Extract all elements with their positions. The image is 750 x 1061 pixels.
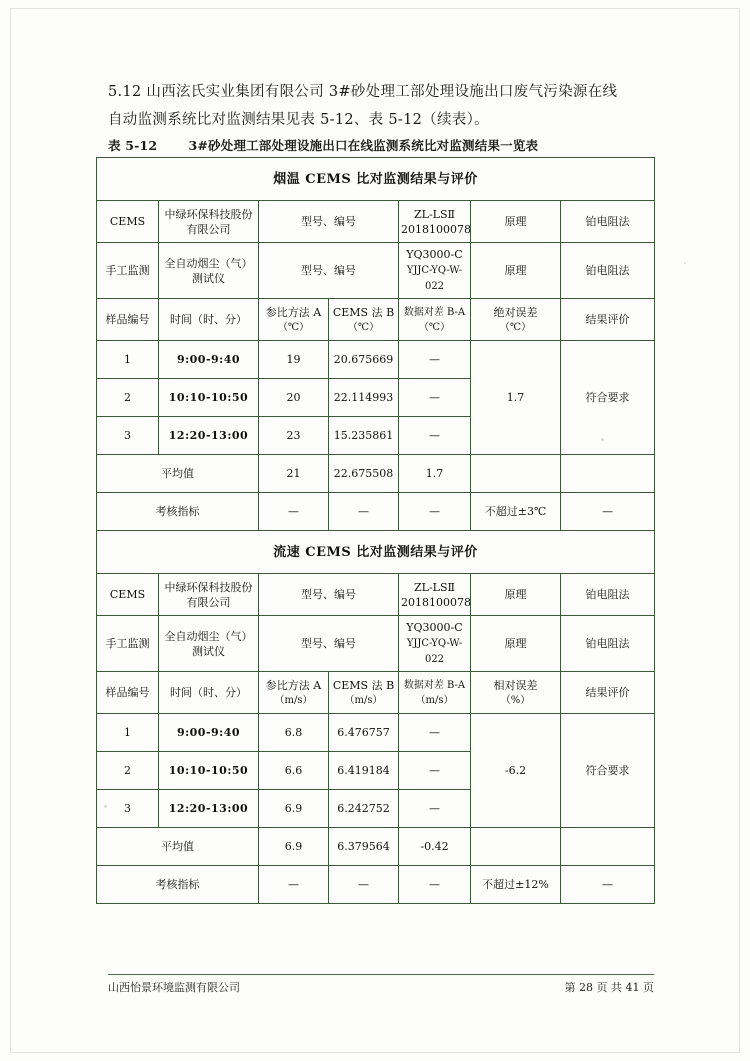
section1-row2-diff: — <box>399 417 471 455</box>
section2-row0-no: 1 <box>97 714 159 752</box>
section2-cems-model-line1: ZL-LSⅡ <box>414 580 455 594</box>
section1-row2-a: 23 <box>259 417 329 455</box>
section1-target-row <box>97 493 655 531</box>
section2-head-method-b <box>329 672 399 714</box>
section2-head-time: 时间（时、分） <box>159 672 259 714</box>
section1-target-eval: — <box>561 493 655 531</box>
section1-eval-value: 符合要求 <box>561 341 655 455</box>
section2-manual-model-label: 型号、编号 <box>259 616 399 672</box>
section1-head-sample: 样品编号 <box>97 299 159 341</box>
section2-header-row <box>97 672 655 714</box>
section1-target-error: 不超过±3℃ <box>471 493 561 531</box>
section2-target-row <box>97 866 655 904</box>
footer-company: 山西怡景环境监测有限公司 <box>108 981 240 994</box>
table-row <box>97 341 655 379</box>
section1-manual-model-value <box>399 243 471 299</box>
section1-cems-model-value <box>399 201 471 243</box>
table-caption-title: 3#砂处理工部处理设施出口在线监测系统比对监测结果一览表 <box>188 138 539 153</box>
section1-manual-model-label: 型号、编号 <box>259 243 399 299</box>
section1-header-row <box>97 299 655 341</box>
section2-cems-principle-value: 铂电阻法 <box>561 574 655 616</box>
section2-row2-time: 12:20-13:00 <box>159 790 259 828</box>
footer-divider <box>108 974 654 975</box>
section2-manual-model-value <box>399 616 471 672</box>
intro-line-1: 5.12 山西泫氏实业集团有限公司 3#砂处理工部处理设施出口废气污染源在线 <box>108 84 618 100</box>
section2-row1-no: 2 <box>97 752 159 790</box>
section1-row0-a: 19 <box>259 341 329 379</box>
section2-row0-diff: — <box>399 714 471 752</box>
section2-cems-company: 中绿环保科技股份有限公司 <box>159 574 259 616</box>
section1-row2-b: 15.235861 <box>329 417 399 455</box>
section2-cems-model-value <box>399 574 471 616</box>
section1-manual-model-line2: YJJC-YQ-W-022 <box>406 265 463 292</box>
section2-cems-principle-label: 原理 <box>471 574 561 616</box>
section2-heading-row <box>97 531 655 574</box>
section1-row0-diff: — <box>399 341 471 379</box>
section2-error-value: -6.2 <box>471 714 561 828</box>
section2-row1-time: 10:10-10:50 <box>159 752 259 790</box>
section1-cems-principle-value: 铂电阻法 <box>561 201 655 243</box>
section2-manual-model-line2: YJJC-YQ-W-022 <box>406 638 463 665</box>
scan-speck <box>601 438 604 441</box>
section1-head-method-a <box>259 299 329 341</box>
section1-target-b: — <box>329 493 399 531</box>
section2-eval-value: 符合要求 <box>561 714 655 828</box>
section1-head-diff-unit: （℃） <box>418 322 451 333</box>
section1-manual-principle-label: 原理 <box>471 243 561 299</box>
section2-row0-time: 9:00-9:40 <box>159 714 259 752</box>
section2-head-diff <box>399 672 471 714</box>
section1-head-method-b-unit: （℃） <box>347 321 380 333</box>
section1-manual-row <box>97 243 655 299</box>
section2-target-eval: — <box>561 866 655 904</box>
section1-head-diff <box>399 299 471 341</box>
section1-average-row <box>97 455 655 493</box>
section1-manual-principle-value: 铂电阻法 <box>561 243 655 299</box>
section2-row1-diff: — <box>399 752 471 790</box>
section1-head-diff-text: 数据对差 B-A <box>403 307 466 318</box>
section1-head-error <box>471 299 561 341</box>
section2-avg-b: 6.379564 <box>329 828 399 866</box>
table-row <box>97 714 655 752</box>
section1-heading: 烟温 CEMS 比对监测结果与评价 <box>97 158 655 201</box>
section2-head-method-a-unit: （m/s） <box>274 694 313 706</box>
intro-paragraph <box>108 78 668 134</box>
section2-manual-instrument: 全自动烟尘（气）测试仪 <box>159 616 259 672</box>
page-footer <box>108 974 654 995</box>
section1-manual-model-line1: YQ3000-C <box>406 248 463 261</box>
section2-cems-row <box>97 574 655 616</box>
section2-row2-b: 6.242752 <box>329 790 399 828</box>
section1-avg-a: 21 <box>259 455 329 493</box>
section2-head-method-b-unit: （m/s） <box>344 694 383 706</box>
section1-avg-label: 平均值 <box>97 455 259 493</box>
table-caption <box>108 136 668 154</box>
section2-avg-label: 平均值 <box>97 828 259 866</box>
section1-cems-model-line2: 2018100078 <box>401 222 471 236</box>
section2-manual-principle-label: 原理 <box>471 616 561 672</box>
section1-cems-model-line1: ZL-LSⅡ <box>414 207 455 221</box>
section2-row0-b: 6.476757 <box>329 714 399 752</box>
intro-line-2: 自动监测系统比对监测结果见表 5-12、表 5-12（续表）。 <box>108 112 489 128</box>
section1-row1-a: 20 <box>259 379 329 417</box>
section2-heading: 流速 CEMS 比对监测结果与评价 <box>97 531 655 574</box>
section1-head-method-b <box>329 299 399 341</box>
section2-manual-model-line1: YQ3000-C <box>406 621 463 634</box>
section1-head-method-a-unit: （℃） <box>277 321 310 333</box>
section1-row2-time: 12:20-13:00 <box>159 417 259 455</box>
section1-head-time: 时间（时、分） <box>159 299 259 341</box>
section1-row1-time: 10:10-10:50 <box>159 379 259 417</box>
section2-head-error <box>471 672 561 714</box>
section1-target-label: 考核指标 <box>97 493 259 531</box>
section2-head-error-text: 相对误差 <box>493 678 538 692</box>
section2-head-method-a-text: 参比方法 A <box>265 678 322 692</box>
table-caption-number: 表 5-12 <box>108 138 158 153</box>
section1-manual-label: 手工监测 <box>97 243 159 299</box>
section2-target-diff: — <box>399 866 471 904</box>
section1-error-value: 1.7 <box>471 341 561 455</box>
section1-row0-b: 20.675669 <box>329 341 399 379</box>
section1-row1-no: 2 <box>97 379 159 417</box>
section1-row0-no: 1 <box>97 341 159 379</box>
section1-row0-time: 9:00-9:40 <box>159 341 259 379</box>
section2-average-row <box>97 828 655 866</box>
section1-head-error-unit: （℃） <box>499 321 532 333</box>
section2-row1-a: 6.6 <box>259 752 329 790</box>
section2-avg-a: 6.9 <box>259 828 329 866</box>
section2-head-sample: 样品编号 <box>97 672 159 714</box>
section2-head-method-a <box>259 672 329 714</box>
section2-head-method-b-text: CEMS 法 B <box>332 678 395 692</box>
section1-cems-principle-label: 原理 <box>471 201 561 243</box>
section1-head-method-a-text: 参比方法 A <box>265 305 322 319</box>
section2-manual-label: 手工监测 <box>97 616 159 672</box>
section1-row1-b: 22.114993 <box>329 379 399 417</box>
section2-avg-eval-blank <box>561 828 655 866</box>
section2-row2-no: 3 <box>97 790 159 828</box>
footer-page-number: 第 28 页 共 41 页 <box>564 981 654 994</box>
section2-row2-diff: — <box>399 790 471 828</box>
section2-row0-a: 6.8 <box>259 714 329 752</box>
scan-speck <box>104 805 107 808</box>
scan-speck <box>684 262 686 264</box>
comparison-results-table <box>96 157 655 904</box>
section2-target-error: 不超过±12% <box>471 866 561 904</box>
section1-target-diff: — <box>399 493 471 531</box>
section1-avg-diff: 1.7 <box>399 455 471 493</box>
section1-cems-company: 中绿环保科技股份有限公司 <box>159 201 259 243</box>
section2-target-a: — <box>259 866 329 904</box>
section2-manual-row <box>97 616 655 672</box>
section2-cems-model-label: 型号、编号 <box>259 574 399 616</box>
section2-manual-principle-value: 铂电阻法 <box>561 616 655 672</box>
section1-head-error-text: 绝对误差 <box>493 305 538 319</box>
section1-target-a: — <box>259 493 329 531</box>
section2-avg-diff: -0.42 <box>399 828 471 866</box>
section1-row2-no: 3 <box>97 417 159 455</box>
section1-avg-error-blank <box>471 455 561 493</box>
section2-cems-label: CEMS <box>97 574 159 616</box>
section2-target-label: 考核指标 <box>97 866 259 904</box>
section2-head-diff-unit: （m/s） <box>415 695 454 706</box>
section2-head-eval: 结果评价 <box>561 672 655 714</box>
section2-head-error-unit: （%） <box>500 694 531 706</box>
section1-row1-diff: — <box>399 379 471 417</box>
section1-cems-label: CEMS <box>97 201 159 243</box>
section2-cems-model-line2: 2018100078 <box>401 595 471 609</box>
section1-manual-instrument: 全自动烟尘（气）测试仪 <box>159 243 259 299</box>
section1-head-eval: 结果评价 <box>561 299 655 341</box>
section2-row2-a: 6.9 <box>259 790 329 828</box>
section1-cems-row <box>97 201 655 243</box>
section1-heading-row <box>97 158 655 201</box>
section1-avg-b: 22.675508 <box>329 455 399 493</box>
section1-cems-model-label: 型号、编号 <box>259 201 399 243</box>
section1-avg-eval-blank <box>561 455 655 493</box>
section2-avg-error-blank <box>471 828 561 866</box>
section2-head-diff-text: 数据对差 B-A <box>403 680 466 691</box>
section2-target-b: — <box>329 866 399 904</box>
section2-row1-b: 6.419184 <box>329 752 399 790</box>
section1-head-method-b-text: CEMS 法 B <box>332 305 395 319</box>
